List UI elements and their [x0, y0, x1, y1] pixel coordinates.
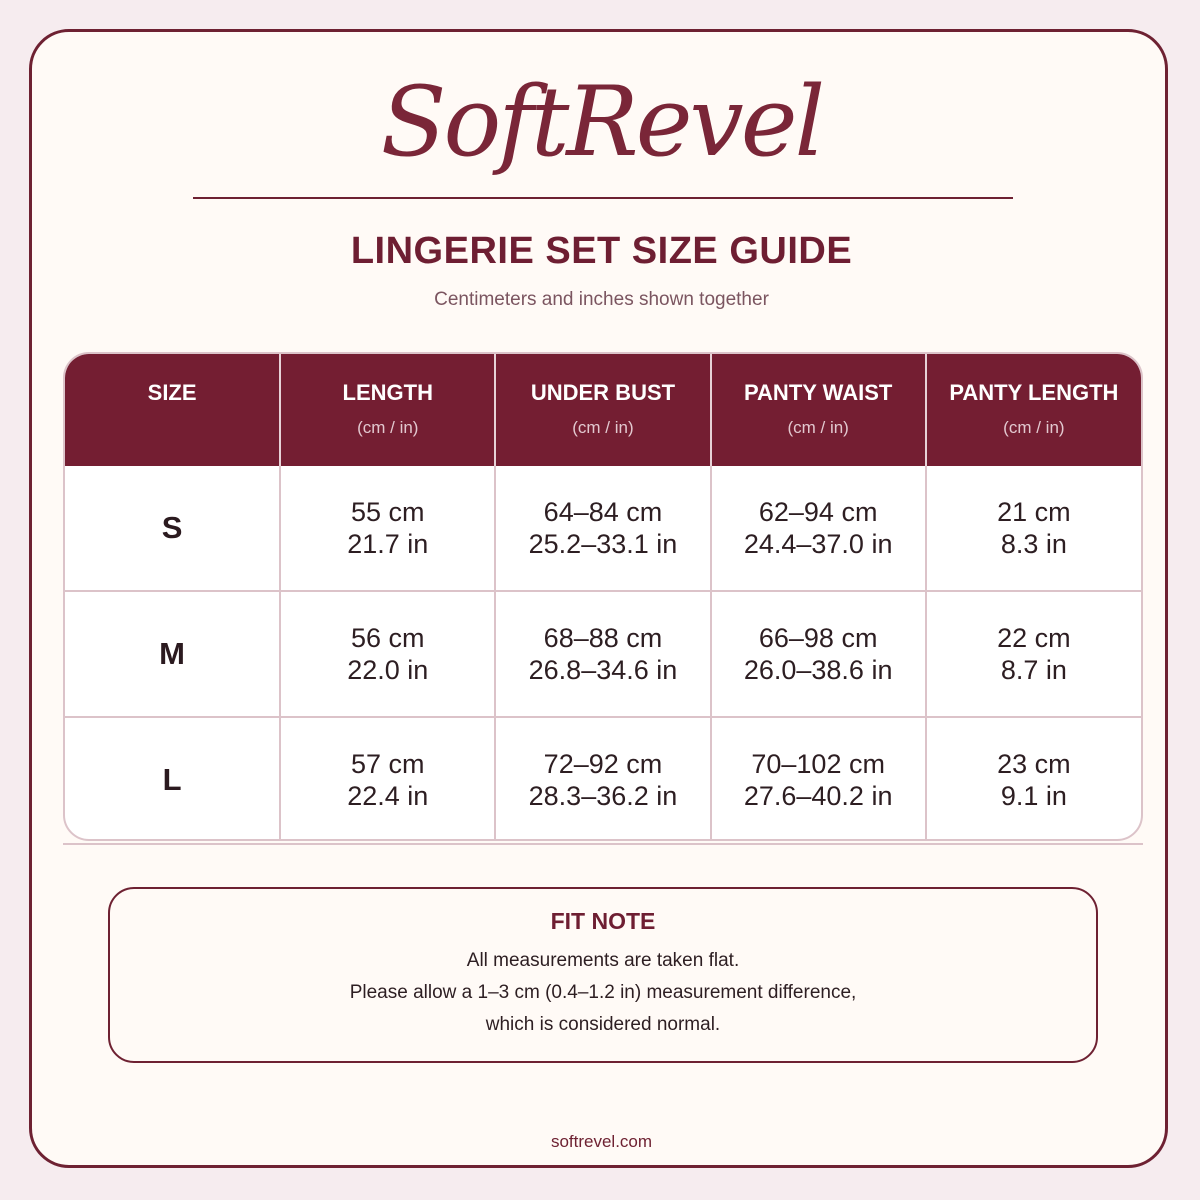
column-header-label: SIZE	[147, 380, 197, 405]
cm-value: 72–92 cm	[543, 749, 663, 779]
fit-note-box	[108, 887, 1098, 1063]
cm-value: 56 cm	[351, 623, 425, 653]
column-header-unit: (cm / in)	[572, 418, 634, 437]
table-bottom-divider	[63, 843, 1143, 845]
column-header-label: PANTY LENGTH	[949, 380, 1119, 405]
cm-value: 68–88 cm	[543, 623, 663, 653]
in-value: 25.2–33.1 in	[528, 529, 678, 559]
page-subtitle: Centimeters and inches shown together	[434, 289, 769, 310]
measurement-cell	[711, 591, 926, 717]
measurement-cell	[926, 591, 1141, 717]
in-value: 8.3 in	[1000, 529, 1067, 559]
measurement-cell	[280, 717, 495, 841]
fit-note-line: All measurements are taken flat.	[466, 950, 740, 971]
column-header-panty-waist	[711, 354, 926, 466]
measurement-cell	[495, 717, 710, 841]
in-value: 26.0–38.6 in	[743, 655, 893, 685]
size-cell: L	[65, 717, 280, 841]
size-guide-card	[29, 29, 1168, 1168]
measurement-cell	[926, 466, 1141, 591]
in-value: 22.0 in	[347, 655, 429, 685]
column-header-label: UNDER BUST	[530, 380, 676, 405]
fit-note-line: which is considered normal.	[485, 1014, 721, 1035]
in-value: 28.3–36.2 in	[528, 781, 678, 811]
measurement-cell	[280, 591, 495, 717]
fit-note-title: FIT NOTE	[550, 908, 656, 934]
fit-note-line: Please allow a 1–3 cm (0.4–1.2 in) measurement difference,	[349, 982, 857, 1003]
in-value: 22.4 in	[347, 781, 429, 811]
column-header-size	[65, 354, 280, 466]
cm-value: 64–84 cm	[543, 497, 663, 527]
measurement-cell	[280, 466, 495, 591]
in-value: 26.8–34.6 in	[528, 655, 678, 685]
table-header-row	[65, 354, 1141, 466]
cm-value: 22 cm	[997, 623, 1071, 653]
table-row-s	[65, 466, 1141, 591]
measurement-cell	[495, 466, 710, 591]
column-header-label: LENGTH	[342, 380, 433, 405]
size-table-container	[63, 352, 1143, 841]
size-table	[65, 354, 1141, 841]
cm-value: 62–94 cm	[758, 497, 878, 527]
table-row-m	[65, 591, 1141, 717]
column-header-unit: (cm / in)	[357, 418, 419, 437]
size-cell: M	[65, 591, 280, 717]
column-header-length	[280, 354, 495, 466]
measurement-cell	[711, 466, 926, 591]
measurement-cell	[926, 717, 1141, 841]
column-header-unit: (cm / in)	[1003, 418, 1065, 437]
column-header-panty-length	[926, 354, 1141, 466]
header-divider	[193, 197, 1013, 199]
cm-value: 55 cm	[351, 497, 425, 527]
cm-value: 66–98 cm	[758, 623, 878, 653]
brand-logo: SoftRevel	[380, 66, 823, 178]
cm-value: 21 cm	[997, 497, 1071, 527]
measurement-cell	[495, 591, 710, 717]
size-cell: S	[161, 510, 183, 545]
cm-value: 70–102 cm	[751, 749, 885, 779]
in-value: 27.6–40.2 in	[743, 781, 893, 811]
page-title: LINGERIE SET SIZE GUIDE	[350, 230, 853, 272]
in-value: 8.7 in	[1000, 655, 1067, 685]
cm-value: 23 cm	[997, 749, 1071, 779]
column-header-under-bust	[495, 354, 710, 466]
in-value: 24.4–37.0 in	[743, 529, 893, 559]
in-value: 9.1 in	[1000, 781, 1067, 811]
table-row-l	[65, 717, 1141, 841]
measurement-cell	[711, 717, 926, 841]
in-value: 21.7 in	[347, 529, 429, 559]
column-header-label: PANTY WAIST	[744, 380, 893, 405]
footer-website: softrevel.com	[550, 1132, 653, 1151]
column-header-unit: (cm / in)	[787, 418, 849, 437]
cm-value: 57 cm	[351, 749, 425, 779]
